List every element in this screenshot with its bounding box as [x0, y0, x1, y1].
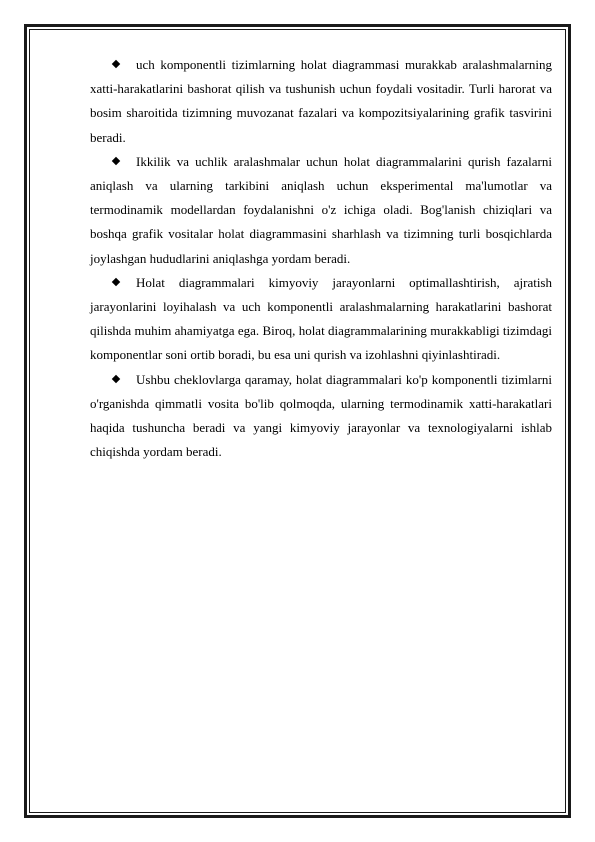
diamond-bullet-icon	[112, 278, 120, 286]
bullet-paragraph-3	[90, 271, 552, 368]
paragraph-text: Ushbu cheklovlarga qaramay, holat diagrammalari ko'p komponentli tizimlarni o'rganishda qimmatli vosita bo'lib qolmoqda, ularning termodinamik xatti-harakatlari haqida tushuncha beradi va yangi kimyoviy jarayonlar va texnologiyalarni ishlab chiqishda yordam beradi.	[90, 371, 552, 460]
document-body	[90, 53, 552, 464]
paragraph-text: Ikkilik va uchlik aralashmalar uchun holat diagrammalarini qurish fazalarni aniqlash va ularning tarkibini aniqlash uchun eksperimental ma'lumotlar va termodinamik modellardan foydalanishni o'z ichiga oladi. Bog'lanish chiziqlari va boshqa grafik vositalar holat diagrammasini sharhlash va tizimning turli bosqichlarda joylashgan hududlarini aniqlashga yordam beradi.	[90, 153, 552, 266]
paragraph-text: uch komponentli tizimlarning holat diagrammasi murakkab aralashmalarning xatti-harakatlarini bashorat qilish va tushunish uchun foydali vositadir. Turli harorat va bosim sharoitida tizimning muvozanat fazalari va kompozitsiyalarining grafik tasvirini beradi.	[90, 57, 552, 145]
paragraph-text: Holat diagrammalari kimyoviy jarayonlarni optimallashtirish, ajratish jarayonlarini loyihalash va uch komponentli aralashmalarning harakatlarini bashorat qilishda muhim ahamiyatga ega. Biroq, holat diagrammalarining murakkabligi tizimdagi komponentlar soni ortib boradi, bu esa uni qurish va izohlashni qiyinlashtiradi.	[90, 274, 552, 363]
diamond-bullet-icon	[112, 374, 120, 382]
bullet-paragraph-1	[90, 53, 552, 150]
diamond-bullet-icon	[112, 60, 120, 68]
diamond-bullet-icon	[112, 157, 120, 165]
bullet-paragraph-4	[90, 368, 552, 465]
bullet-paragraph-2	[90, 150, 552, 271]
